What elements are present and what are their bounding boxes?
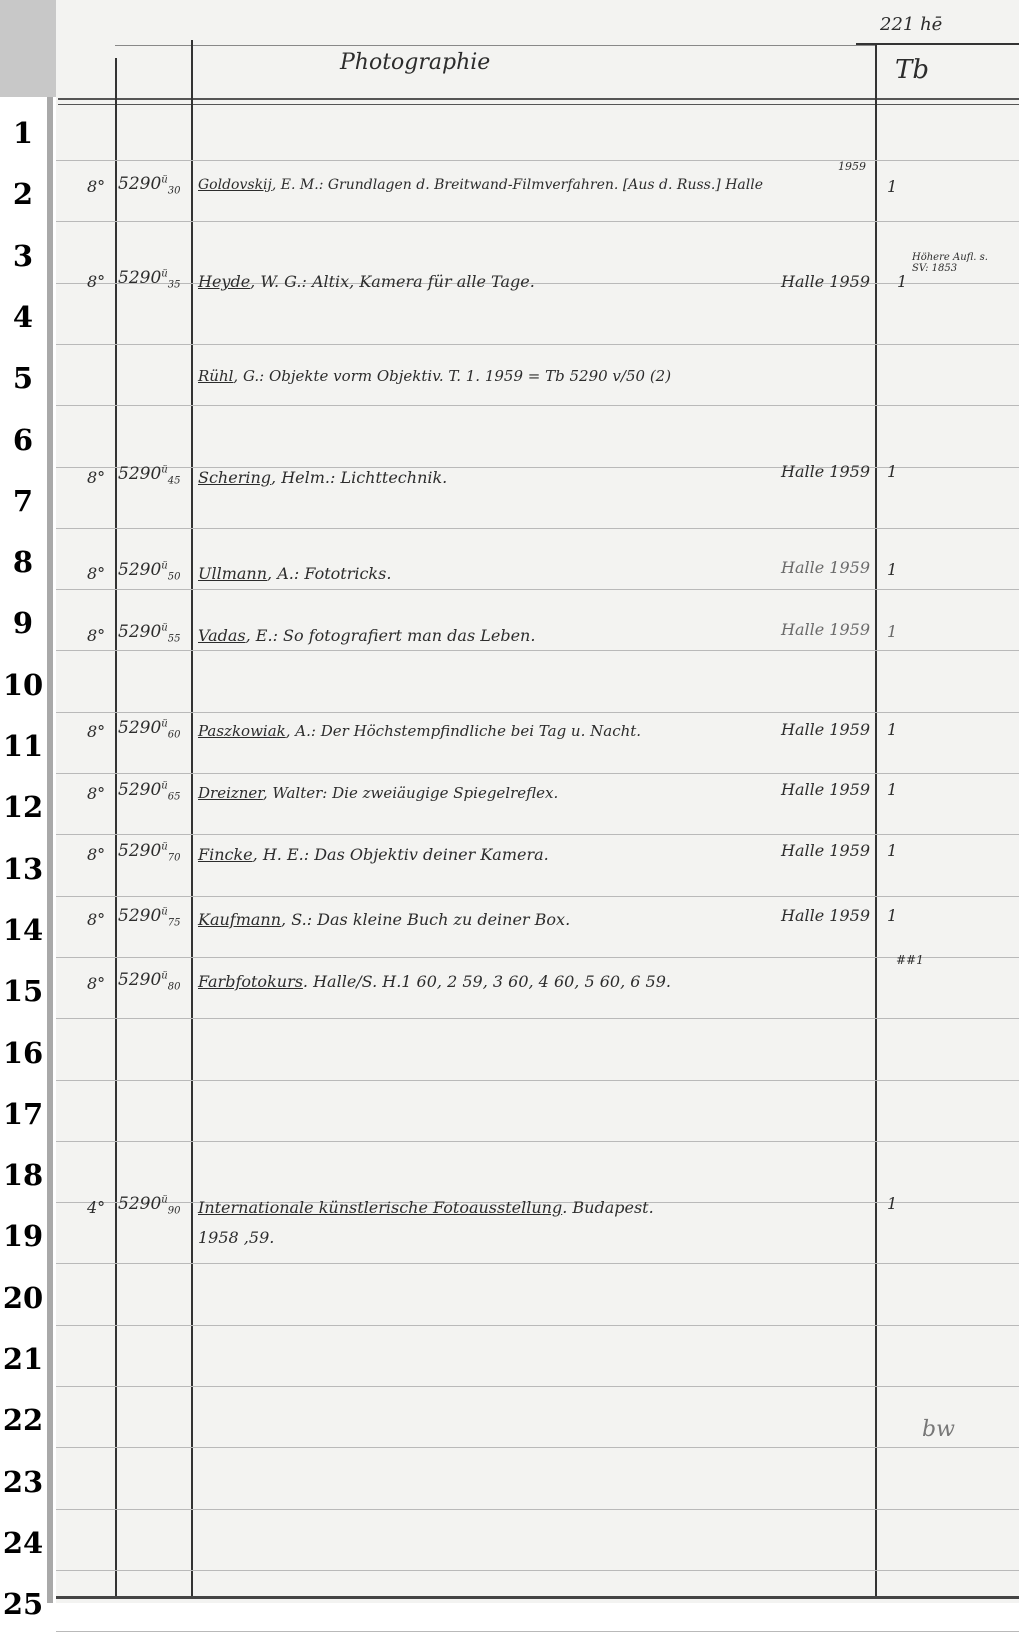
entry-signature: $5290^ü_{80}$ <box>118 970 181 993</box>
line-number: 12 <box>2 790 44 824</box>
ruled-line <box>56 1325 1019 1326</box>
line-number: 21 <box>2 1342 44 1376</box>
entry-count: 1 <box>887 906 898 925</box>
hash-mark: ##1 <box>896 953 924 967</box>
entry-place: Halle 1959 <box>781 720 870 739</box>
entry-format: 8° <box>87 722 106 741</box>
entry-text: Schering, Helm.: Lichttechnik. <box>198 468 448 487</box>
line-number: 18 <box>2 1158 44 1192</box>
entry-place: Halle 1959 <box>781 462 870 481</box>
ruled-line <box>56 773 1019 774</box>
entry-text: Heyde, W. G.: Altix, Kamera für alle Tage. <box>198 272 535 291</box>
line-number: 13 <box>2 852 44 886</box>
page-title: Photographie <box>340 50 491 75</box>
entry-count: 1 <box>887 780 898 799</box>
line-number: 5 <box>12 361 34 395</box>
ruled-line <box>56 1447 1019 1448</box>
entry-place: Halle 1959 <box>781 906 870 925</box>
entry-format: 4° <box>87 1198 106 1217</box>
entry-text: Rühl, G.: Objekte vorm Objektiv. T. 1. 1959 = Tb 5290 v/50 (2) <box>198 367 672 385</box>
line-number: 2 <box>12 177 34 211</box>
entry-format: 8° <box>87 974 106 993</box>
ruled-line <box>56 1141 1019 1142</box>
entry-format: 8° <box>87 564 106 583</box>
page-number-rule <box>856 43 1019 45</box>
entry-count: 1 <box>887 720 898 739</box>
entry-count: 1 <box>887 560 898 579</box>
entry-format: 8° <box>87 272 106 291</box>
entry-text: Ullmann, A.: Fototricks. <box>198 564 392 583</box>
entry-place: Halle 1959 <box>781 272 870 291</box>
entry-format: 8° <box>87 845 106 864</box>
entry-count: 1 <box>897 272 908 291</box>
line-number: 6 <box>12 423 34 457</box>
ruled-line <box>56 957 1019 958</box>
entry-text: Farbfotokurs. Halle/S. H.1 60, 2 59, 3 60, 4 60, 5 60, 6 59. <box>198 972 671 991</box>
entry-text-continuation: 1958 ,59. <box>198 1228 275 1247</box>
ruled-line <box>56 712 1019 713</box>
entry-signature: $5290^ü_{35}$ <box>118 268 181 291</box>
header-rule <box>115 45 875 46</box>
entry-place: Halle 1959 <box>781 620 870 639</box>
entry-text: Kaufmann, S.: Das kleine Buch zu deiner Box. <box>198 910 571 929</box>
entry-count: 1 <box>887 1194 898 1213</box>
ruled-line <box>56 1386 1019 1387</box>
ruled-line <box>56 1509 1019 1510</box>
entry-count: 1 <box>887 462 898 481</box>
ruled-line <box>56 1263 1019 1264</box>
line-number: 1 <box>12 116 34 150</box>
entry-format: 8° <box>87 784 106 803</box>
ruled-line <box>56 1570 1019 1571</box>
entry-format: 8° <box>87 468 106 487</box>
format-column-rule <box>115 58 117 1598</box>
ruled-line <box>56 221 1019 222</box>
line-number: 22 <box>2 1403 44 1437</box>
line-number: 9 <box>12 606 34 640</box>
entry-format: 8° <box>87 626 106 645</box>
ruled-line <box>56 344 1019 345</box>
gutter-rule <box>47 97 53 1603</box>
line-number: 10 <box>2 668 44 702</box>
count-column-rule <box>875 44 877 1598</box>
entry-text: Fincke, H. E.: Das Objektiv deiner Kamera. <box>198 845 549 864</box>
line-number: 14 <box>2 913 44 947</box>
ruled-line <box>56 1018 1019 1019</box>
ruled-line <box>56 160 1019 161</box>
year-note: 1959 <box>838 160 866 173</box>
line-number: 8 <box>12 545 34 579</box>
entry-count: 1 <box>887 841 898 860</box>
entry-signature: $5290^ü_{60}$ <box>118 718 181 741</box>
ruled-line <box>56 589 1019 590</box>
entry-signature: $5290^ü_{30}$ <box>118 174 181 197</box>
bottom-mark: bw <box>922 1417 955 1442</box>
line-number: 23 <box>2 1465 44 1499</box>
line-number: 20 <box>2 1281 44 1315</box>
signature-column-rule <box>191 40 193 1598</box>
entry-place: Halle 1959 <box>781 558 870 577</box>
page-number: 221 hē <box>880 14 943 35</box>
entry-text: Goldovskij, E. M.: Grundlagen d. Breitwand-Filmverfahren. [Aus d. Russ.] Halle <box>198 177 763 193</box>
ruled-line <box>56 405 1019 406</box>
ruled-line <box>56 834 1019 835</box>
entry-signature: $5290^ü_{65}$ <box>118 780 181 803</box>
line-number: 11 <box>2 729 44 763</box>
entry-text: Vadas, E.: So fotografiert man das Leben. <box>198 626 536 645</box>
entry-signature: $5290^ü_{90}$ <box>118 1194 181 1217</box>
margin-note: Höhere Aufl. s. SV: 1853 <box>912 252 988 274</box>
entry-text: Internationale künstlerische Fotoausstellung. Budapest. <box>198 1198 654 1217</box>
line-number: 24 <box>2 1526 44 1560</box>
entry-signature: $5290^ü_{75}$ <box>118 906 181 929</box>
ruled-line <box>56 650 1019 651</box>
entry-signature: $5290^ü_{55}$ <box>118 622 181 645</box>
line-number: 15 <box>2 974 44 1008</box>
tb-column-header: Tb <box>895 55 929 85</box>
line-number: 17 <box>2 1097 44 1131</box>
entry-format: 8° <box>87 177 106 196</box>
ruled-line <box>56 528 1019 529</box>
entry-place: Halle 1959 <box>781 841 870 860</box>
ruled-line <box>56 896 1019 897</box>
line-number: 4 <box>12 300 34 334</box>
entry-text: Dreizner, Walter: Die zweiäugige Spiegelreflex. <box>198 784 559 802</box>
entry-count: 1 <box>887 177 898 196</box>
line-number: 19 <box>2 1219 44 1253</box>
entry-text: Paszkowiak, A.: Der Höchstempfindliche bei Tag u. Nacht. <box>198 722 642 740</box>
bottom-rule <box>56 1596 1019 1599</box>
gutter-header <box>0 0 56 97</box>
ruled-line <box>56 1080 1019 1081</box>
entry-signature: $5290^ü_{45}$ <box>118 464 181 487</box>
line-number: 16 <box>2 1036 44 1070</box>
entry-format: 8° <box>87 910 106 929</box>
entry-count: 1 <box>887 622 898 641</box>
line-number: 25 <box>2 1587 44 1621</box>
entry-signature: $5290^ü_{70}$ <box>118 841 181 864</box>
entry-place: Halle 1959 <box>781 780 870 799</box>
entry-signature: $5290^ü_{50}$ <box>118 560 181 583</box>
line-number: 7 <box>12 484 34 518</box>
line-number: 3 <box>12 239 34 273</box>
